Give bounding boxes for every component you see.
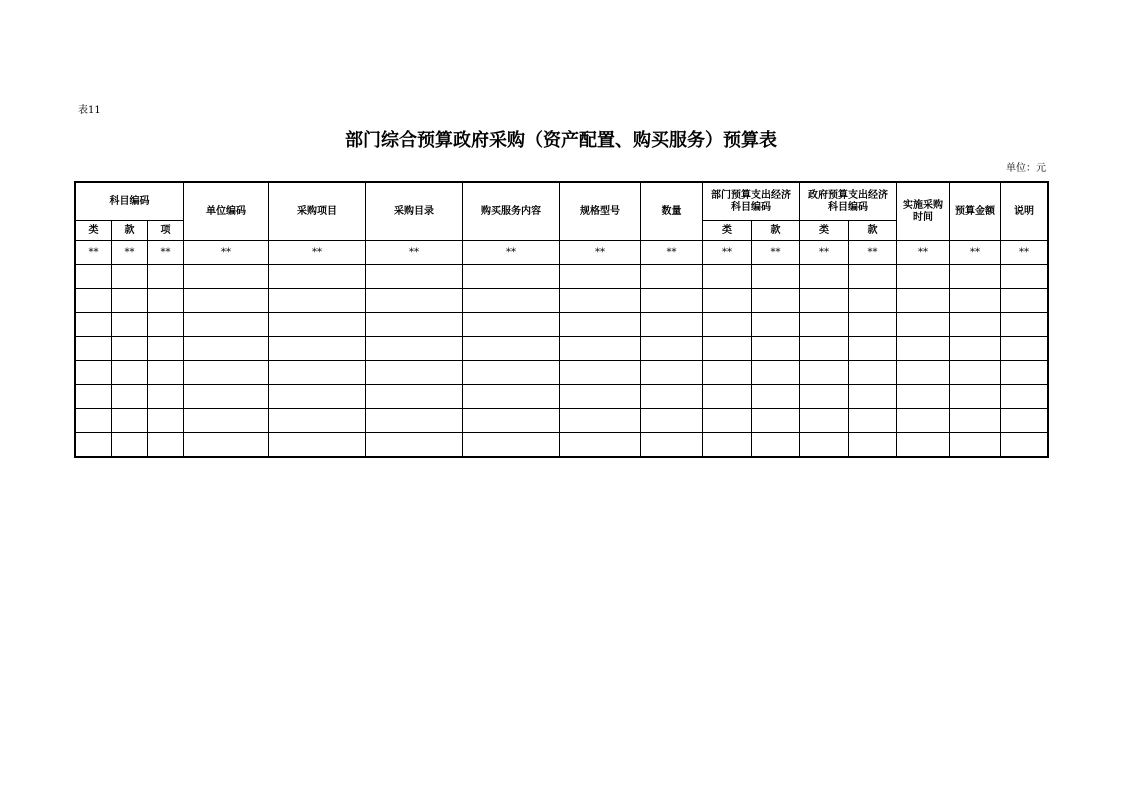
table-cell (849, 433, 897, 457)
table-cell (752, 313, 800, 337)
table-cell (752, 337, 800, 361)
table-cell (184, 337, 269, 361)
table-cell (148, 433, 184, 457)
table-cell (703, 289, 752, 313)
header-gov-econ-code: 政府预算支出经济科目编码 (800, 183, 897, 221)
table-cell (849, 409, 897, 433)
table-cell (366, 289, 463, 313)
table-cell (560, 289, 641, 313)
table-cell (1001, 409, 1048, 433)
table-cell (897, 313, 950, 337)
table-cell: ** (1001, 241, 1048, 265)
table-cell (800, 385, 849, 409)
table-cell (641, 409, 703, 433)
table-cell (148, 409, 184, 433)
table-cell (752, 361, 800, 385)
table-cell (897, 361, 950, 385)
table-cell (641, 385, 703, 409)
table-cell (76, 313, 112, 337)
table-cell (849, 337, 897, 361)
table-row (76, 361, 1048, 385)
table-cell (1001, 337, 1048, 361)
table-cell (950, 433, 1001, 457)
header-service-content: 购买服务内容 (463, 183, 560, 241)
placeholder-row (76, 241, 1048, 265)
table-cell (184, 313, 269, 337)
table-cell (112, 265, 148, 289)
table-cell (112, 385, 148, 409)
table-cell (641, 289, 703, 313)
table-cell (703, 361, 752, 385)
table-cell (184, 289, 269, 313)
table-cell: ** (148, 241, 184, 265)
table-cell (560, 433, 641, 457)
table-cell (269, 433, 366, 457)
table-cell (752, 265, 800, 289)
table-cell (1001, 433, 1048, 457)
table-cell (703, 409, 752, 433)
table-cell (366, 409, 463, 433)
header-xiang: 项 (148, 221, 184, 241)
table-cell (112, 409, 148, 433)
table-row (76, 265, 1048, 289)
table-cell (897, 289, 950, 313)
table-cell (1001, 385, 1048, 409)
table-cell (897, 385, 950, 409)
table-cell: ** (800, 241, 849, 265)
header-purchase-time: 实施采购时间 (897, 183, 950, 241)
header-unit-code: 单位编码 (184, 183, 269, 241)
table-cell (184, 265, 269, 289)
table-cell (269, 313, 366, 337)
table-cell (184, 361, 269, 385)
table-cell: ** (703, 241, 752, 265)
table-cell (752, 409, 800, 433)
header-subject-code: 科目编码 (76, 183, 184, 221)
table-cell (703, 337, 752, 361)
header-kuan: 款 (112, 221, 148, 241)
table-cell (463, 409, 560, 433)
table-cell (112, 433, 148, 457)
header-purchase-catalog: 采购目录 (366, 183, 463, 241)
table-cell (184, 385, 269, 409)
table-cell (184, 409, 269, 433)
table-cell (148, 337, 184, 361)
table-cell (463, 289, 560, 313)
page-title: 部门综合预算政府采购（资产配置、购买服务）预算表 (345, 130, 777, 151)
table-cell (76, 289, 112, 313)
table-cell: ** (184, 241, 269, 265)
table-cell (849, 289, 897, 313)
table-cell (148, 361, 184, 385)
table-cell (897, 433, 950, 457)
table-row (76, 313, 1048, 337)
table-cell (76, 385, 112, 409)
table-cell (148, 385, 184, 409)
table-cell (752, 433, 800, 457)
table-cell (641, 265, 703, 289)
table-cell (112, 313, 148, 337)
table-cell (148, 313, 184, 337)
table-cell (269, 265, 366, 289)
table-cell (112, 289, 148, 313)
header-dept-econ-code: 部门预算支出经济科目编码 (703, 183, 800, 221)
table-cell: ** (366, 241, 463, 265)
table-cell (1001, 265, 1048, 289)
table-cell (269, 361, 366, 385)
table-cell (1001, 313, 1048, 337)
header-note: 说明 (1001, 183, 1048, 241)
table-cell (366, 433, 463, 457)
table-cell: ** (560, 241, 641, 265)
table-cell (560, 361, 641, 385)
table-cell (560, 265, 641, 289)
header-gov-kuan: 款 (849, 221, 897, 241)
table-cell (366, 313, 463, 337)
table-cell (641, 313, 703, 337)
table-cell (463, 337, 560, 361)
table-cell (366, 385, 463, 409)
table-cell: ** (463, 241, 560, 265)
table-cell (560, 409, 641, 433)
table-cell (1001, 289, 1048, 313)
table-cell (641, 433, 703, 457)
table-cell (269, 409, 366, 433)
table-row (76, 409, 1048, 433)
table-cell: ** (641, 241, 703, 265)
table-cell (752, 289, 800, 313)
header-purchase-item: 采购项目 (269, 183, 366, 241)
table-cell (800, 313, 849, 337)
table-cell: ** (269, 241, 366, 265)
table-cell (76, 337, 112, 361)
table-cell (950, 337, 1001, 361)
table-cell (463, 313, 560, 337)
table-cell: ** (112, 241, 148, 265)
table-cell (800, 265, 849, 289)
table-cell (897, 265, 950, 289)
table-cell (269, 337, 366, 361)
table-number: 表11 (78, 105, 101, 116)
table-row (76, 433, 1048, 457)
table-cell (849, 361, 897, 385)
table-row (76, 385, 1048, 409)
table-cell (950, 289, 1001, 313)
table-row (76, 337, 1048, 361)
table-cell (560, 313, 641, 337)
table-cell (366, 361, 463, 385)
table-cell (463, 385, 560, 409)
table-cell: ** (76, 241, 112, 265)
table-cell (950, 313, 1001, 337)
header-dept-kuan: 款 (752, 221, 800, 241)
table-cell (800, 289, 849, 313)
table-cell (800, 409, 849, 433)
header-budget-amount: 预算金额 (950, 183, 1001, 241)
table-cell: ** (849, 241, 897, 265)
header-dept-lei: 类 (703, 221, 752, 241)
table-cell (897, 337, 950, 361)
table-cell (849, 265, 897, 289)
table-cell (269, 385, 366, 409)
table-cell (897, 409, 950, 433)
table-cell (148, 265, 184, 289)
table-cell (950, 385, 1001, 409)
table-cell (148, 289, 184, 313)
unit-label: 单位：元 (1006, 163, 1046, 174)
budget-table (75, 182, 1048, 457)
table-cell (641, 337, 703, 361)
table-cell (269, 289, 366, 313)
table-cell (463, 265, 560, 289)
table-cell (950, 361, 1001, 385)
table-cell: ** (897, 241, 950, 265)
table-cell (641, 361, 703, 385)
table-cell (112, 361, 148, 385)
table-cell (560, 385, 641, 409)
table-cell (76, 265, 112, 289)
table-cell (800, 361, 849, 385)
header-gov-lei: 类 (800, 221, 849, 241)
table-cell (76, 433, 112, 457)
table-cell (703, 265, 752, 289)
table-cell (703, 385, 752, 409)
table-cell (849, 385, 897, 409)
table-cell (800, 433, 849, 457)
table-cell (463, 433, 560, 457)
table-cell (184, 433, 269, 457)
table-cell (76, 361, 112, 385)
table-cell (703, 313, 752, 337)
table-cell (112, 337, 148, 361)
table-cell (849, 313, 897, 337)
table-cell (560, 337, 641, 361)
table-cell (703, 433, 752, 457)
table-cell (950, 409, 1001, 433)
table-cell (366, 265, 463, 289)
table-cell (366, 337, 463, 361)
header-lei: 类 (76, 221, 112, 241)
table-cell (800, 337, 849, 361)
table-cell (752, 385, 800, 409)
table-row (76, 289, 1048, 313)
table-cell (950, 265, 1001, 289)
table-cell: ** (950, 241, 1001, 265)
table-cell (76, 409, 112, 433)
header-row-1 (76, 183, 1048, 221)
header-spec-model: 规格型号 (560, 183, 641, 241)
table-cell (1001, 361, 1048, 385)
header-quantity: 数量 (641, 183, 703, 241)
table-cell (463, 361, 560, 385)
table-cell: ** (752, 241, 800, 265)
